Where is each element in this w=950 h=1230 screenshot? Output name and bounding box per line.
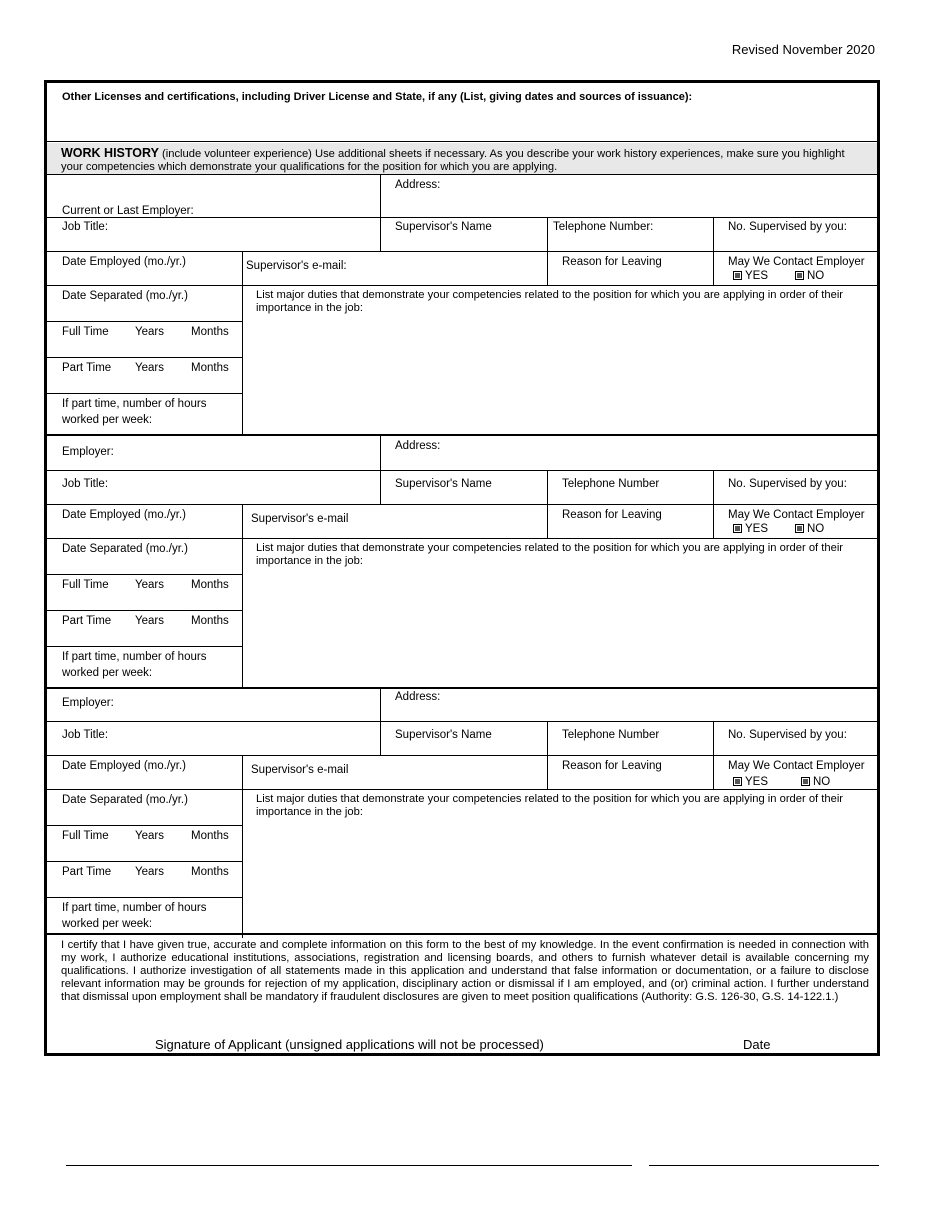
part-time-months[interactable]: Months: [191, 362, 229, 374]
yes-label: YES: [745, 270, 769, 282]
yes-checkbox[interactable]: [733, 777, 742, 786]
date-employed-field[interactable]: Date Employed (mo./yr.): [62, 509, 186, 521]
divider: [47, 721, 877, 722]
yes-label: YES: [745, 523, 769, 535]
part-time-label: Part Time: [62, 615, 112, 627]
application-form: [44, 80, 880, 1056]
no-checkbox[interactable]: [801, 777, 810, 786]
divider: [47, 504, 877, 505]
job-title-field[interactable]: Job Title:: [62, 221, 109, 233]
divider: [713, 217, 714, 285]
work-history-header: [47, 143, 877, 175]
supervisor-name-field[interactable]: Supervisor's Name: [395, 221, 492, 233]
yes-checkbox[interactable]: [733, 524, 742, 533]
revised-date: Revised November 2020: [731, 42, 875, 57]
duties-field[interactable]: List major duties that demonstrate your competencies related to the position for which you are applying in order of their importance in the job:: [256, 793, 844, 818]
divider: [713, 721, 714, 789]
date-separated-field[interactable]: Date Separated (mo./yr.): [62, 543, 188, 555]
may-contact-label: May We Contact Employer: [728, 760, 865, 772]
divider: [47, 538, 877, 539]
signature-line[interactable]: [66, 1165, 632, 1166]
divider: [47, 470, 877, 471]
divider: [47, 825, 242, 826]
date-label: Date: [743, 1037, 771, 1052]
part-time-years[interactable]: Years: [135, 362, 164, 374]
divider: [547, 721, 548, 789]
full-time-months[interactable]: Months: [191, 830, 229, 842]
contact-no-option[interactable]: [801, 776, 830, 789]
full-time-years[interactable]: Years: [135, 326, 164, 338]
contact-yes-option[interactable]: [733, 523, 768, 536]
hours-per-week-label: If part time, number of hours: [62, 398, 207, 410]
divider: [242, 755, 243, 938]
divider: [47, 141, 877, 142]
divider: [380, 175, 381, 251]
no-supervised-field[interactable]: No. Supervised by you:: [728, 729, 847, 741]
telephone-field[interactable]: Telephone Number:: [553, 221, 654, 233]
full-time-label: Full Time: [62, 830, 109, 842]
signature-label: Signature of Applicant (unsigned applications will not be processed): [155, 1037, 544, 1052]
divider: [47, 393, 242, 394]
divider: [47, 897, 242, 898]
no-label: NO: [813, 776, 831, 788]
duties-field[interactable]: List major duties that demonstrate your competencies related to the position for which you are applying in order of their importance in the job:: [256, 542, 844, 567]
address-field[interactable]: Address:: [395, 179, 441, 191]
reason-leaving-field[interactable]: Reason for Leaving: [562, 509, 662, 521]
work-history-note: (include volunteer experience) Use additional sheets if necessary. As you describe your work history experiences, make sure you highlight your competencies which demonstrate your qualifications for the position for which you are applying.: [61, 148, 845, 173]
divider: [47, 357, 242, 358]
telephone-field[interactable]: Telephone Number: [562, 729, 660, 741]
job-title-field[interactable]: Job Title:: [62, 478, 109, 490]
date-separated-field[interactable]: Date Separated (mo./yr.): [62, 794, 188, 806]
may-contact-label: May We Contact Employer: [728, 509, 865, 521]
no-checkbox[interactable]: [795, 524, 804, 533]
employer-field[interactable]: Employer:: [62, 697, 114, 709]
no-supervised-field[interactable]: No. Supervised by you:: [728, 221, 847, 233]
hours-per-week-label: If part time, number of hours: [62, 902, 207, 914]
divider: [47, 321, 242, 322]
contact-no-option[interactable]: [795, 270, 824, 283]
divider: [47, 933, 877, 935]
licenses-label: Other Licenses and certifications, including Driver License and State, if any (List, giving dates and sources of issuance):: [62, 91, 693, 103]
supervisor-name-field[interactable]: Supervisor's Name: [395, 478, 492, 490]
yes-label: YES: [745, 776, 769, 788]
hours-per-week-label-2: worked per week:: [62, 918, 153, 930]
supervisor-email-field[interactable]: Supervisor's e-mail: [251, 764, 349, 776]
part-time-years[interactable]: Years: [135, 866, 164, 878]
address-field[interactable]: Address:: [395, 691, 441, 703]
hours-per-week-label-2: worked per week:: [62, 667, 153, 679]
divider: [47, 861, 242, 862]
hours-per-week-label: If part time, number of hours: [62, 651, 207, 663]
work-history-title: WORK HISTORY: [61, 146, 159, 160]
divider: [47, 789, 877, 790]
part-time-months[interactable]: Months: [191, 615, 229, 627]
full-time-label: Full Time: [62, 326, 109, 338]
reason-leaving-field[interactable]: Reason for Leaving: [562, 256, 662, 268]
supervisor-email-field[interactable]: Supervisor's e-mail: [251, 513, 349, 525]
divider: [47, 434, 877, 436]
address-field[interactable]: Address:: [395, 440, 441, 452]
employer-field[interactable]: Current or Last Employer:: [62, 205, 194, 217]
divider: [47, 174, 877, 175]
duties-field[interactable]: List major duties that demonstrate your competencies related to the position for which you are applying in order of their importance in the job:: [256, 289, 844, 314]
full-time-months[interactable]: Months: [191, 326, 229, 338]
full-time-years[interactable]: Years: [135, 579, 164, 591]
contact-yes-option[interactable]: [733, 270, 768, 283]
divider: [380, 436, 381, 504]
divider: [380, 687, 381, 755]
full-time-months[interactable]: Months: [191, 579, 229, 591]
contact-no-option[interactable]: [795, 523, 824, 536]
divider: [47, 610, 242, 611]
yes-checkbox[interactable]: [733, 271, 742, 280]
no-supervised-field[interactable]: No. Supervised by you:: [728, 478, 847, 490]
part-time-months[interactable]: Months: [191, 866, 229, 878]
divider: [47, 755, 877, 756]
hours-per-week-label-2: worked per week:: [62, 414, 153, 426]
supervisor-email-field[interactable]: Supervisor's e-mail:: [246, 260, 347, 272]
certification-statement: I certify that I have given true, accurate and complete information on this form to the best of my knowledge. In the event confirmation is needed in connection with my work, I authorize educational institutions, associations, registration and licensing boards, and others to furnish whatever detail is available concerning my qualifications. I authorize investigation of all statements made in this application and understand that false information or documentation, or a failure to disclose relevant information may be grounds for rejection of my application, disciplinary action or dismissal if I am employed, and (or) criminal action. I further understand that dismissal upon employment shall be mandatory if fraudulent disclosures are given to meet position qualifications (Authority: G.S. 126-30, G.S. 14-122.1.): [61, 939, 869, 1003]
date-employed-field[interactable]: Date Employed (mo./yr.): [62, 760, 186, 772]
reason-leaving-field[interactable]: Reason for Leaving: [562, 760, 662, 772]
divider: [242, 251, 243, 434]
telephone-field[interactable]: Telephone Number: [562, 478, 660, 490]
full-time-label: Full Time: [62, 579, 109, 591]
date-employed-field[interactable]: Date Employed (mo./yr.): [62, 256, 186, 268]
divider: [547, 470, 548, 538]
date-line[interactable]: [649, 1165, 879, 1166]
part-time-label: Part Time: [62, 362, 112, 374]
divider: [47, 251, 877, 252]
supervisor-name-field[interactable]: Supervisor's Name: [395, 729, 492, 741]
part-time-years[interactable]: Years: [135, 615, 164, 627]
contact-yes-option[interactable]: [733, 776, 768, 789]
part-time-label: Part Time: [62, 866, 112, 878]
no-checkbox[interactable]: [795, 271, 804, 280]
divider: [47, 687, 877, 689]
divider: [47, 285, 877, 286]
divider: [47, 646, 242, 647]
job-title-field[interactable]: Job Title:: [62, 729, 109, 741]
date-separated-field[interactable]: Date Separated (mo./yr.): [62, 290, 188, 302]
full-time-years[interactable]: Years: [135, 830, 164, 842]
may-contact-label: May We Contact Employer: [728, 256, 865, 268]
no-label: NO: [807, 523, 825, 535]
no-label: NO: [807, 270, 825, 282]
divider: [713, 470, 714, 538]
divider: [547, 217, 548, 285]
employer-field[interactable]: Employer:: [62, 446, 114, 458]
divider: [242, 504, 243, 687]
divider: [47, 574, 242, 575]
